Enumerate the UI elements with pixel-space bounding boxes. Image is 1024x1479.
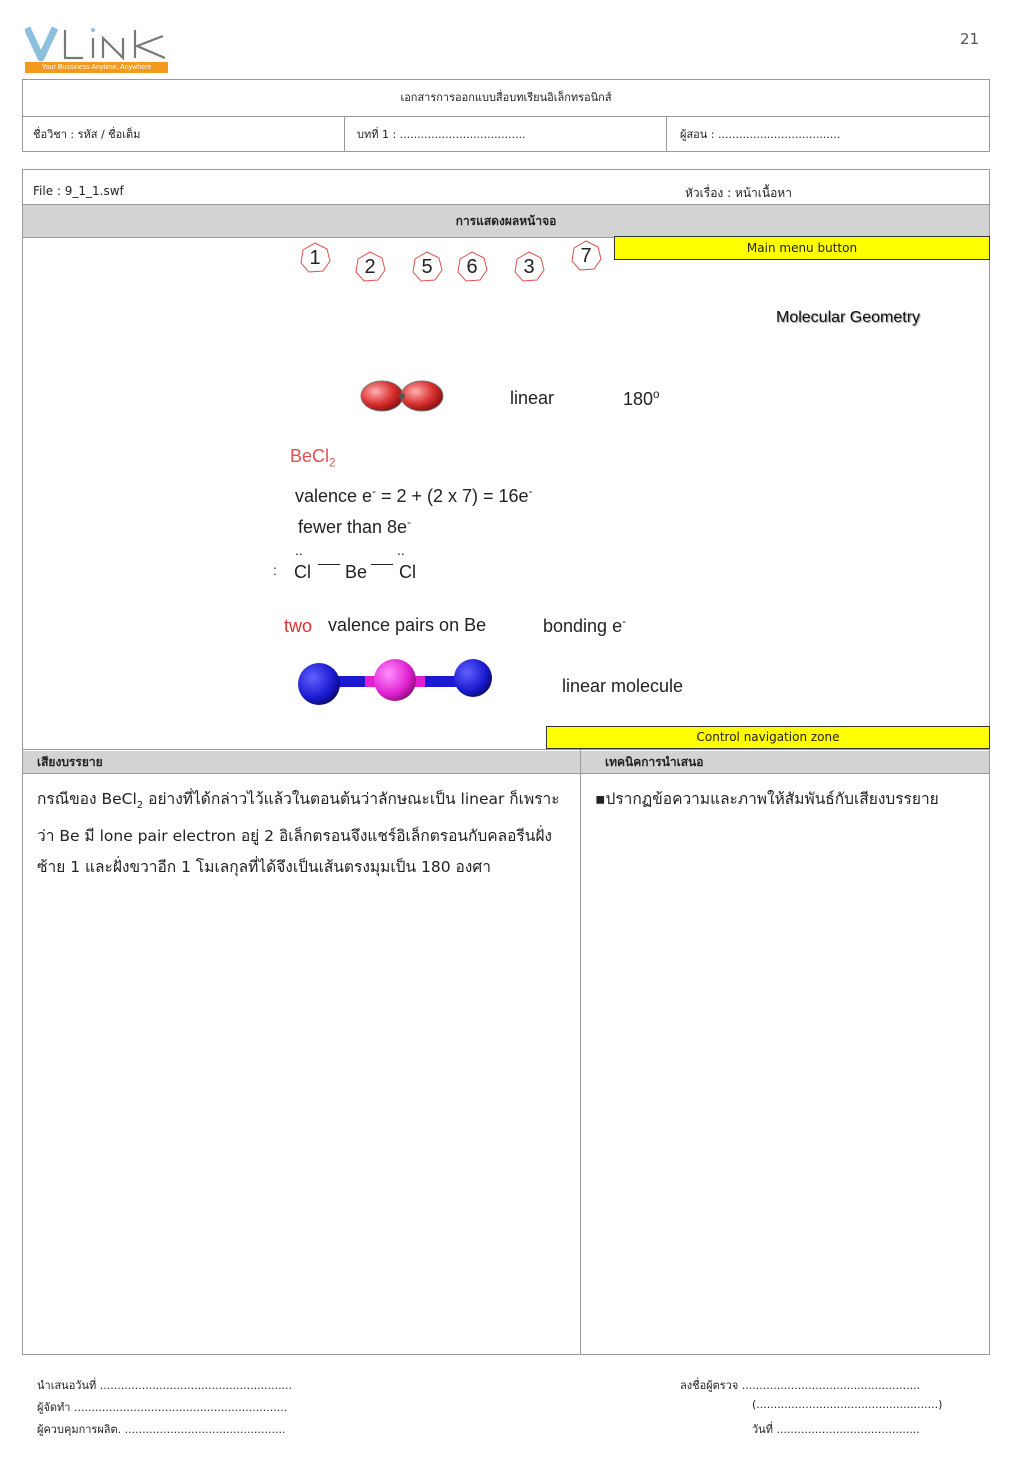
page-number: 21 [960,30,980,48]
bond-line-2 [371,564,393,565]
linear-orbital-image [357,376,447,416]
marker-7-label: 7 [580,245,592,267]
narration-part1: กรณีของ BeCl [37,790,137,808]
marker-1 [299,242,331,274]
bonding-electrons [543,615,626,637]
topic-field: หัวเรื่อง : หน้าเนื้อหา [685,186,792,200]
narration-text [37,784,567,883]
narration-sub: 2 [136,800,144,812]
footer-supervisor: ผู้ควบคุมการผลิต. .............................................. [37,1423,286,1436]
becl2-molecule-image [295,654,495,710]
angle-degree: o [653,388,660,401]
doc-title: เอกสารการออกแบบสื่อบทเรียนอิเล็กทรอนิกส์ [23,80,989,117]
fewer-line [298,516,411,538]
narration-part2: อย่างที่ได้กล่าวไว้แล้วในตอนต้นว่าลักษณะเป็น linear ก็เพราะว่า Be มี lone pair electron อยู่ 2 อิเล็กตรอนจึงแชร์อิเล็กตรอนกับคลอรีนฝั่งซ้าย 1 และฝั่งขวาอีก 1 โมเลกุลที่ได้จึงเป็นเส้นตรงมุมเป็น 180 องศา [37,790,560,877]
footer-producer: ผู้จัดทำ ............................................................. [37,1401,288,1414]
header-divider [23,773,989,774]
technique-text [595,784,985,815]
teacher-field: ผู้สอน : ................................... [680,128,841,141]
marker-5 [411,251,443,283]
marker-2 [354,251,386,283]
technique-header: เทคนิคการนำเสนอ [581,751,989,773]
fewer-sup: - [407,516,411,529]
lewis-cl2: Cl [399,562,416,582]
angle-value: 180 [623,389,654,409]
subject-field: ชื่อวิชา : รหัส / ชื่อเต็ม [23,117,345,152]
formula-sub: 2 [329,456,336,470]
marker-3 [513,251,545,283]
marker-5-label: 5 [421,256,433,278]
column-divider [580,750,581,1354]
display-header: การแสดงผลหน้าจอ [23,204,989,238]
two-word: two [284,616,313,636]
bond-line-1 [318,564,340,565]
marker-7 [570,240,602,272]
valence-label: valence e [295,486,373,506]
bonding-text: bonding e [543,616,623,636]
footer-reviewer: ลงชื่อผู้ตรวจ ................................................... [680,1379,921,1392]
lewis-dots-left: .. [295,542,303,558]
shape-word: linear [510,388,555,408]
control-navigation-zone[interactable]: Control navigation zone [546,726,990,749]
vlink-logo-mark [25,24,171,64]
doc-header-table [22,79,990,152]
marker-2-label: 2 [364,256,376,278]
chapter-field: บทที่ 1 : .................................... [345,117,667,152]
valence-sup2: - [528,485,533,498]
molecule-label: linear molecule [562,676,684,696]
screen-divider [23,749,989,750]
formula [290,446,336,470]
marker-3-label: 3 [523,256,535,278]
main-menu-button[interactable]: Main menu button [614,236,990,260]
footer-presented: นำเสนอวันที่ ....................................................... [37,1379,293,1392]
fewer-text: fewer than 8e [298,517,408,537]
screen-title: Molecular Geometry [776,309,921,326]
vlink-logo [25,24,171,76]
bond-angle [623,388,660,410]
file-name: File : 9_1_1.swf [33,184,124,198]
valence-sup: - [372,485,376,498]
marker-1-label: 1 [309,247,321,269]
marker-6 [456,251,488,283]
footer-date: วันที่ ......................................... [752,1423,920,1436]
logo-tagline: Your Bussiness Anytime, Anywhere [25,62,168,73]
lewis-be: Be [345,562,368,582]
lewis-colon: : [273,562,277,578]
valence-line [295,485,532,507]
formula-main: BeCl [290,446,330,466]
valence-calc: = 2 + (2 x 7) = 16e [375,486,529,506]
narration-header: เสียงบรรยาย [23,751,580,773]
technique-desc: ปรากฏข้อความและภาพให้สัมพันธ์กับเสียงบรรยาย [605,790,939,808]
footer-paren: (....................................................) [752,1398,943,1411]
lewis-dots-right: .. [397,542,405,558]
valence-pairs: valence pairs on Be [328,615,487,635]
storyboard-frame [22,169,990,1355]
lewis-cl1: Cl [294,562,311,582]
bonding-sup: - [622,615,626,628]
bullet-icon: ▪ [595,790,606,808]
marker-6-label: 6 [466,256,478,278]
